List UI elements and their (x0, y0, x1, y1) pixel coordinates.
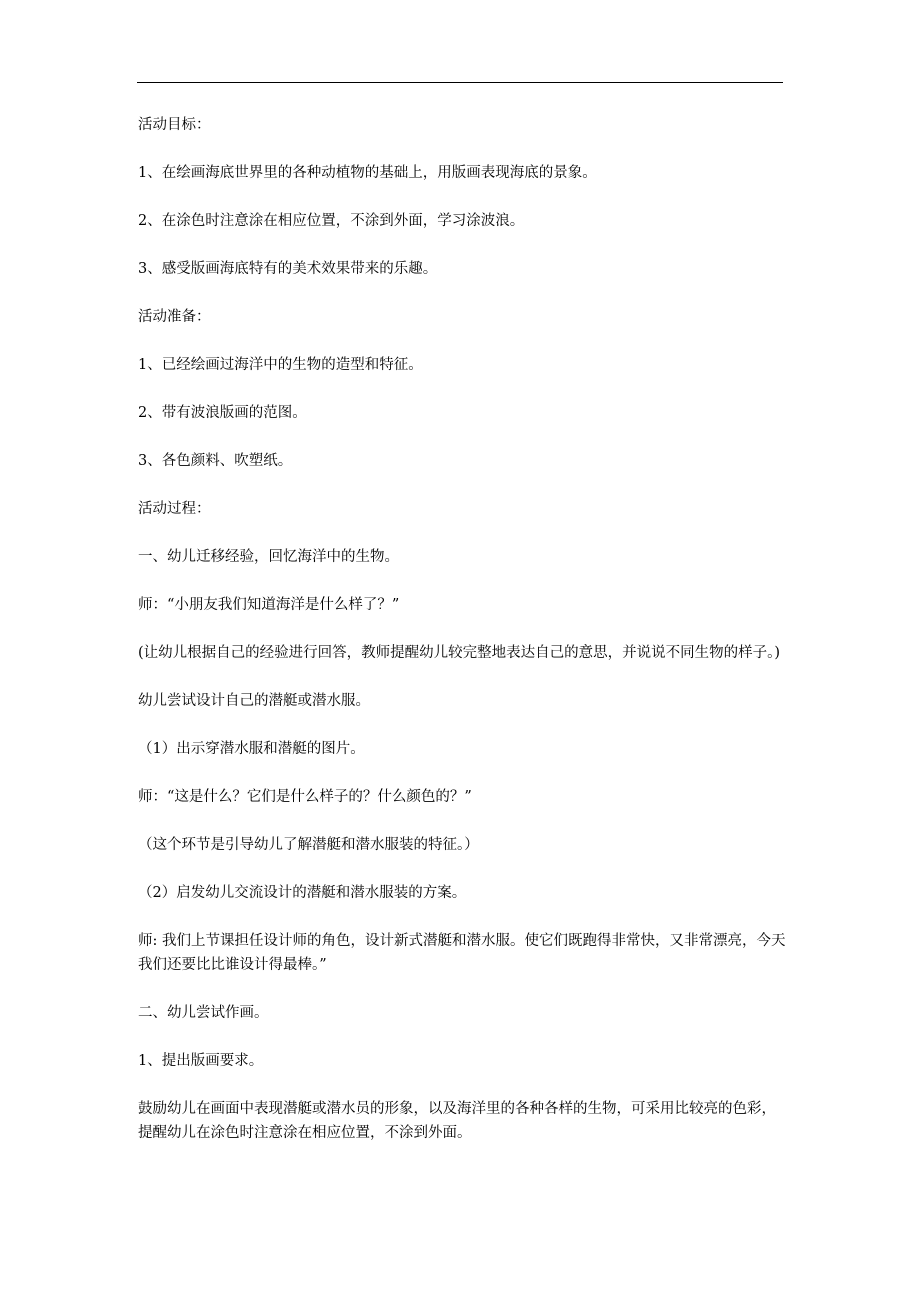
goal-item-1: 1、在绘画海底世界里的各种动植物的基础上，用版画表现海底的景象。 (138, 165, 597, 181)
process-note-2: （这个环节是引导幼儿了解潜艇和潜水服装的特征。） (138, 837, 479, 853)
process-paragraph-encourage: 鼓励幼儿在画面中表现潜艇或潜水员的形象，以及海洋里的各种各样的生物，可采用比较亮的色彩，提醒幼儿在涂色时注意涂在相应位置，不涂到外面。 (138, 1101, 776, 1141)
process-paragraph-design: 幼儿尝试设计自己的潜艇或潜水服。 (138, 693, 370, 709)
preparation-item-3: 3、各色颜料、吹塑纸。 (138, 453, 293, 469)
process-substep-2: （2）启发幼儿交流设计的潜艇和潜水服装的方案。 (138, 885, 467, 901)
process-step-2: 二、幼儿尝试作画。 (138, 1005, 269, 1021)
process-substep-3: 1、提出版画要求。 (138, 1053, 264, 1069)
section-heading-process: 活动过程： (138, 501, 211, 517)
goal-item-3: 3、感受版画海底特有的美术效果带来的乐趣。 (138, 261, 438, 277)
process-note-1: (让幼儿根据自己的经验进行回答，教师提醒幼儿较完整地表达自己的意思，并说说不同生物的样子。) (138, 645, 781, 661)
section-heading-goals: 活动目标： (138, 117, 211, 133)
process-substep-1: （1）出示穿潜水服和潜艇的图片。 (138, 741, 365, 757)
teacher-dialogue-1: 师：“小朋友我们知道海洋是什么样了？” (138, 597, 400, 613)
preparation-item-2: 2、带有波浪版画的范图。 (138, 405, 307, 421)
document-body (138, 113, 788, 1169)
section-heading-preparation: 活动准备： (138, 309, 211, 325)
teacher-dialogue-2: 师：“这是什么？它们是什么样子的？什么颜色的？” (138, 789, 472, 805)
teacher-dialogue-3: 师: 我们上节课担任设计师的角色，设计新式潜艇和潜水服。使它们既跑得非常快，又非常漂亮，今天我们还要比比谁设计得最棒。” (138, 933, 786, 973)
goal-item-2: 2、在涂色时注意涂在相应位置，不涂到外面，学习涂波浪。 (138, 213, 525, 229)
process-step-1: 一、幼儿迁移经验，回忆海洋中的生物。 (138, 549, 399, 565)
header-rule (137, 82, 783, 83)
preparation-item-1: 1、已经绘画过海洋中的生物的造型和特征。 (138, 357, 423, 373)
